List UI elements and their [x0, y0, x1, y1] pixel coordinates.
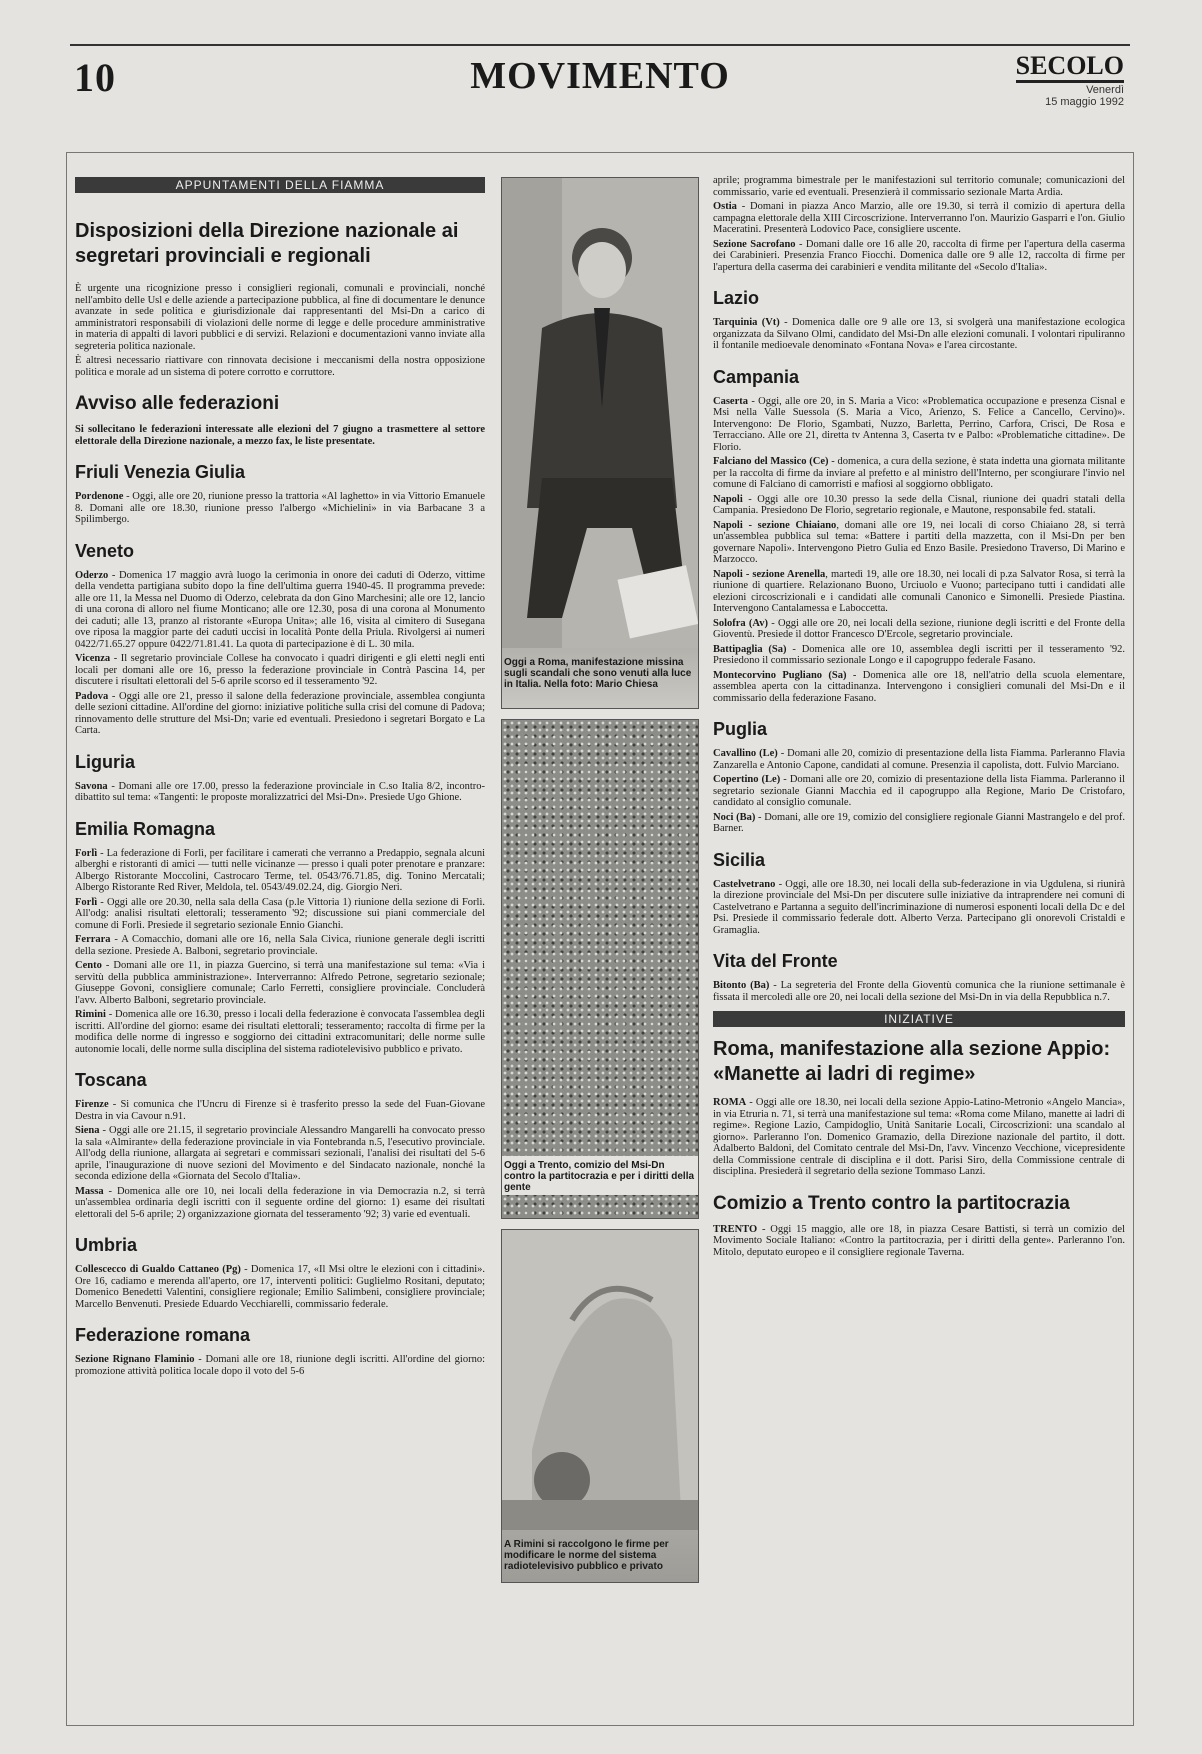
content-frame: [66, 152, 1134, 1726]
photo-crowd: [501, 719, 699, 1219]
paragraph-text: aprile; programma bimestrale per le manifestazioni sul territorio comunale; comunicazioni del commissario, varie ed eventuali. Presenzierà il commissario sezionale Marta Ardia.: [713, 175, 1125, 198]
article-paragraph: [713, 569, 1125, 615]
caption-photo-3: A Rimini si raccolgono le firme per modificare le norme del sistema radiotelevisivo pubblico e privato: [504, 1539, 669, 1572]
paragraph-text: - Domenica alle ore 16.30, presso i locali della federazione è convocata l'assemblea degli iscritti. All'ordine del giorno: esame dei risultati elettorali; tesseramento; raccolta di firme per la modifica delle norme di ingresso e soggiorno dei cittadini extracomunitari; delle norme sulle autonomie locali, delle norme sulla disciplina del sistema radiotelevisivo pubblico e privato.: [75, 1009, 485, 1055]
paragraph-text: - Domenica dalle ore 9 alle ore 13, si svolgerà una manifestazione ecologica organizzata da Silvano Olmi, candidato del Msi-Dn alle elezioni comunali. I volontari ripuliranno il fontanile medioevale denominato «Fontana Nova» e l'area circostante.: [713, 317, 1125, 351]
headline-trento: Comizio a Trento contro la partitocrazia: [713, 1192, 1070, 1214]
paragraph-lead: Massa: [75, 1185, 104, 1197]
paragraph-text: - Oggi alle ore 20.30, nella sala della Casa (p.le Vittoria 1) riunione della sezione di Forlì. All'odg: analisi risultati elettorali; tesseramento '92; discussione sui piani commerciale del comune di Forlì. Presiede il segretario sezionale Ennio Gianchi.: [75, 896, 485, 931]
article-paragraph: [713, 520, 1125, 566]
paragraph-text: - Oggi alle ore 21.15, il segretario provinciale Alessandro Mangarelli ha convocato presso la sala «Almirante» della federazione provinciale in via Fontebranda n.5, l'esecutivo provinciale. All'odg della riunione, allargata ai segretari e commissari sezionali, l'analisi dei risultati del 5-6 aprile, l'inaugurazione di nuove sezioni del Movimento e del Sindacato nazionale, nonché la seconda edizione della «Giornata del Secolo d'Italia».: [75, 1125, 485, 1182]
article-paragraph: [75, 960, 485, 1006]
article-paragraph: [75, 570, 485, 651]
article-paragraph: [713, 644, 1125, 667]
article-paragraph: [713, 879, 1125, 937]
article-paragraph: [713, 456, 1125, 491]
paragraph-lead: Forlì: [75, 847, 98, 859]
trento-article: [713, 1224, 1125, 1259]
paragraph-lead: Napoli - sezione Chiaiano: [713, 519, 837, 531]
paragraph-lead: TRENTO: [713, 1223, 758, 1235]
article-paragraph: [75, 781, 485, 804]
article-paragraph: [75, 1186, 485, 1221]
paragraph-lead: Ferrara: [75, 934, 111, 945]
article-paragraph: [713, 317, 1125, 352]
paragraph-text: - Oggi alle ore 20, nei locali della sezione, riunione degli iscritti e del Fronte della Gioventù. Presiede il dottor Francesco D'Ercole, segretario provinciale.: [713, 617, 1125, 640]
region-heading: Campania: [713, 366, 800, 387]
article-paragraph: [713, 980, 1125, 1003]
article-paragraph: [75, 491, 485, 526]
article-paragraph: [713, 1224, 1125, 1259]
paragraph-text: , martedì 19, alle ore 18.30, nei locali di p.za Salvator Rosa, si terrà la riunione di quartiere. Relazionano Buono, Urciuolo e Vuono; partecipano tutti i candidati alle elezioni circoscrizionali e i candidati alle comunali Canonico e Simonelli. Presiede Piastina. Intervengono Cantalamessa e Laboccetta.: [713, 568, 1125, 614]
headline-avviso: Avviso alle federazioni: [75, 393, 280, 414]
article-paragraph: [75, 1009, 485, 1055]
paragraph-lead: Noci (Ba): [713, 811, 756, 823]
photo-petition-table: [501, 1229, 699, 1583]
paragraph-lead: Padova: [75, 690, 109, 702]
article-paragraph: È urgente una ricognizione presso i consiglieri regionali, comunali e provinciali, nonché nell'ambito delle Usl e delle aziende a partecipazione pubblica, al fine di documentare le denunce avanzate in sede politica e giurisdizionale dai rappresentanti del Msi-Dn a carico di amministratori responsabili di violazioni delle norme di legge e delle procedure amministrative in materia di appalti di lavori pubblici e di servizi. Relazioni e documentazioni vanno inviate alla segreteria politica nazionale.: [75, 283, 485, 352]
paragraph-lead: Castelvetrano: [713, 878, 776, 890]
paragraph-lead: Firenze: [75, 1099, 109, 1110]
paragraph-text: - Domani alle ore 11, in piazza Guercino, si terrà una manifestazione sul tema: «Via i servitù della pubblica amministrazione». Interverranno: Alfredo Petrone, segretario sezionale; Giuseppe Govoni, consigliere comunale; Carlo Ferretti, consigliere provinciale. Concluderà l'avv. Alberto Balboni, segretario provinciale.: [75, 960, 485, 1006]
paragraph-lead: Solofra (Av): [713, 617, 768, 629]
paragraph-text: - Domenica 17, «Il Msi oltre le elezioni con i cittadini». Ore 16, cadiamo e merenda all'aperto, ore 17, interventi politici: Guglielmo Rositani, deputato; Domenico Benedetti Valentini, consigliere regionale; Emilio Salimbeni, consigliere provinciale; Marcello Benvenuti. Presiede Eduardo Vecchiarelli, commissario federale.: [75, 1264, 485, 1310]
article-paragraph: [713, 175, 1125, 198]
crowd-image: [502, 720, 698, 1156]
issue-date-text: 15 maggio 1992: [1045, 96, 1124, 108]
paragraph-text: - Oggi alle ore 10.30 presso la sede della Cisnal, riunione dei quadri statali della Campania. Presiedono De Florio, segretario regionale, e Mautone, responsabile fed. statali.: [713, 493, 1125, 516]
paragraph-text: - Domani in piazza Anco Marzio, alle ore 19.30, si terrà il comizio di apertura della campagna elettorale della XIII Circoscrizione. Interverranno l'on. Maurizio Gasparri e l'on. Giulio Maceratini. Presenterà Lodovico Pace, consigliere uscente.: [713, 201, 1125, 235]
paragraph-text: - Si comunica che l'Uncru di Firenze si è trasferito presso la sede del Fuan-Giovane Destra in via Cavour n.91.: [75, 1099, 485, 1122]
region-heading: Federazione romana: [75, 1325, 251, 1345]
region-heading: Emilia Romagna: [75, 818, 216, 839]
paragraph-text: - Domenica 17 maggio avrà luogo la cerimonia in onore dei caduti di Oderzo, vittime della vendetta partigiana subito dopo la fine dell'ultima guerra 1940-45. Il programma prevede: alle ore 11, la Messa nel Duomo di Oderzo, celebrata da don Gino Marchesini; alle ore 12, lancio di una corona di alloro nel fiume Monticano; alle ore 12.30, posa di una corona al Monumento dei caduti; alle 13, pranzo al ristorante «Europa Unita»; alle 16, visita al cimitero di Susegana ove riposa la maggior parte dei caduti uccisi in località Ponte della Priula. Rivolgersi ai numeri 0422/71.65.27 oppure 0422/71.81.41. La quota di partecipazione è di L. 30 mila.: [75, 569, 485, 650]
region-heading: Lazio: [713, 288, 760, 308]
article-paragraph: [75, 1264, 485, 1310]
article-paragraph: È altresì necessario riattivare con rinnovata decisione i meccanismi della nostra opposizione politica e morale ad un sistema di potere corrotto e corruttore.: [75, 355, 485, 378]
issue-weekday: Venerdì: [1086, 84, 1124, 96]
issue-date: [1045, 84, 1124, 108]
avviso-body: Si sollecitano le federazioni interessate alle elezioni del 7 giugno a trasmettere al settore elettorale della Direzione nazionale, a mezzo fax, le liste presentate.: [75, 424, 485, 447]
paragraph-lead: Sezione Rignano Flaminio: [75, 1354, 195, 1365]
article-paragraph: [713, 774, 1125, 809]
headline-disposizioni: Disposizioni della Direzione nazionale ai segretari provinciali e regionali: [75, 220, 459, 267]
region-heading: Puglia: [713, 719, 768, 739]
region-heading: Toscana: [75, 1070, 147, 1090]
page-number: 10: [74, 55, 116, 100]
paragraph-lead: Cento: [75, 960, 102, 971]
article-paragraph: [713, 670, 1125, 705]
article-paragraph: [713, 201, 1125, 236]
paragraph-text: - Oggi alle ore 18.30, nei locali della sezione Appio-Latino-Metronio «Angelo Mancia», in via Etruria n. 71, si terrà una manifestazione sul tema: «Roma come Milano, manette ai ladri di regime». Regione Lazio, Campidoglio, Unità Sanitarie Locali, Circoscrizioni: una scandalo al giorno». Parleranno l'on. Domenico Gramazio, della Direzione nazionale del partito, il dott. Adalberto Baldoni, del Comitato centrale del Msi-Dn, l'avv. Vincenzo Vecchione, vicepresidente della Commissione centrale di disciplina e il dott. Parisi Siro, della Commissione centrale di disciplina. Presiederà il segretario della sezione Tommaso Lanzi.: [713, 1097, 1125, 1177]
photo-mario-chiesa: [501, 177, 699, 709]
paragraph-text: - domenica, a cura della sezione, è stata indetta una giornata militante per la raccolta di firme da inviare al prefetto e al ministro dell'Interno, per scongiurare l'invio nel comune di Falciano di camorristi e mafiosi al soggiorno obbligato.: [713, 456, 1125, 490]
photo-column: [501, 177, 699, 1717]
paragraph-lead: Cavallino (Le): [713, 748, 778, 759]
paragraph-lead: Napoli: [713, 493, 743, 505]
paragraph-text: - Domenica alle ore 10, nei locali della federazione in via Democrazia n.2, si terrà un'assemblea ordinaria degli iscritti con il seguente ordine del giorno: 1) esame dei risultati elettorali del 5-6 aprile; 2) organizzazione giornata del tesseramento '92; 3) varie ed eventuali.: [75, 1185, 485, 1220]
paragraph-lead: ROMA: [713, 1097, 747, 1108]
paragraph-text: - Oggi, alle ore 18.30, nei locali della sub-federazione in via Ugdulena, si riunirà la direzione provinciale del Msi-Dn per discutere sulle iniziative da intraprendere nei comuni di Castelvetrano e Partanna a seguito dell'incriminazione di numerosi esponenti locali della Dc e del Psi. Presiede il commissario federale dott. Alberto Verza. Partecipano gli onorevoli Cristaldi e Gramaglia.: [713, 878, 1125, 936]
article-paragraph: [75, 897, 485, 932]
paragraph-lead: Montecorvino Pugliano (Sa): [713, 669, 847, 681]
paragraph-lead: Falciano del Massico (Ce): [713, 456, 829, 467]
paragraph-lead: Caserta: [713, 395, 748, 407]
region-heading: Vita del Fronte: [713, 951, 838, 971]
article-paragraph: [713, 396, 1125, 454]
region-list-right: [713, 287, 1125, 1003]
region-heading: Veneto: [75, 540, 135, 561]
article-paragraph: [75, 1354, 485, 1377]
paragraph-text: - Domani alle ore 18, riunione degli iscritti. All'ordine del giorno: promozione attività politica locale dopo il voto del 5-6: [75, 1354, 485, 1377]
paragraph-text: - Oggi alle ore 21, presso il salone della federazione provinciale, assemblea congiunta delle sezioni cittadine. All'ordine del giorno: iniziative politiche sulla crisi del comune di Padova; rinnovamento delle strutture del Msi-Dn; varie ed eventuali. Presiedono i segretari Borgato e La Carta.: [75, 690, 485, 736]
section-title: MOVIMENTO: [470, 55, 730, 97]
article-paragraph: [713, 618, 1125, 641]
article-paragraph: [75, 848, 485, 894]
article-paragraph: [713, 748, 1125, 771]
left-column: [75, 177, 485, 1717]
headline-roma: Roma, manifestazione alla sezione Appio: «Manette ai ladri di regime»: [713, 1038, 1111, 1085]
paragraph-text: - Domenica alle ore 18, nell'atrio della scuola elementare, assemblea aperta con la cittadinanza. Intervengono i consiglieri comunali del Msi-Dn e il commissario della federazione Fasano.: [713, 669, 1125, 704]
paragraph-lead: Rimini: [75, 1009, 106, 1020]
article-paragraph: [75, 1099, 485, 1122]
paragraph-lead: Ostia: [713, 201, 737, 212]
paragraph-lead: Forlì: [75, 896, 98, 908]
masthead: [70, 44, 1130, 106]
paragraph-text: - Domani alle ore 17.00, presso la federazione provinciale in C.so Italia 8/2, incontro-dibattito sul tema: «Tangenti: le proposte moralizzatrici del Msi-Dn». Presiede Ugo Ghione.: [75, 780, 485, 803]
paragraph-lead: Sezione Sacrofano: [713, 238, 796, 250]
article-paragraph: [713, 239, 1125, 274]
kicker-appuntamenti: APPUNTAMENTI DELLA FIAMMA: [75, 177, 485, 193]
region-list-left: [75, 461, 485, 1377]
paragraph-text: - Domani alle 20, comizio di presentazione della lista Fiamma. Parleranno Flavia Zanzarella e Antonio Capone, candidati al comune. Presenzia il capolista, dott. Fulvio Marciano.: [713, 748, 1125, 771]
region-heading: Umbria: [75, 1235, 138, 1255]
paragraph-text: - Oggi, alle ore 20, riunione presso la trattoria «Al laghetto» in via Vittorio Emanuele 8. Domani alle ore 18.30, riunione presso l'albergo «Michielini» in via Barbacane 3 a Spilimbergo.: [75, 491, 485, 525]
paragraph-lead: Bitonto (Ba): [713, 980, 770, 991]
paragraph-text: - La federazione di Forlì, per facilitare i camerati che verranno a Predappio, segnala alcuni alberghi e ristoranti di amici — tutti nelle vicinanze — presso i quali poter prenotare e pranzare: Albergo Ristorante Moccolini, Castrocaro Terme, tel. 0543/76.71.85, dig. Tonino Mercatali; Albergo Ristorante Red River, Meldola, tel. 0543/49.02.24, dig. Giorgio Neri.: [75, 847, 485, 893]
paragraph-lead: Oderzo: [75, 569, 109, 581]
region-heading: Liguria: [75, 751, 136, 772]
caption-photo-2: Oggi a Trento, comizio del Msi-Dn contro la partitocrazia e per i diritti della gente: [502, 1156, 698, 1195]
region-heading: Friuli Venezia Giulia: [75, 462, 246, 482]
paragraph-text: - Domani alle ore 20, comizio di presentazione della lista Fiamma. Parleranno il segretario sezionale Gianni Macchia ed il capogruppo alla Regione, Mario De Cristofaro, candidato al consiglio comunale.: [713, 774, 1125, 808]
article-paragraph: [75, 1125, 485, 1183]
paragraph-lead: Copertino (Le): [713, 774, 781, 785]
newspaper-name: SECOLO: [1016, 52, 1124, 83]
article-paragraph: [75, 691, 485, 737]
roma-article: [713, 1097, 1125, 1178]
paragraph-lead: Savona: [75, 780, 108, 792]
paragraph-text: - Il segretario provinciale Collese ha convocato i quadri dirigenti e gli eletti negli enti locali per domani alle ore 16, presso la federazione provinciale in Contrà Pascina 14, per discutere i risultati elettorali del 5-6 aprile scorso ed il tesseramento '92.: [75, 653, 485, 687]
petition-scene: [502, 1230, 698, 1530]
paragraph-text: - Domenica alle ore 10, assemblea degli iscritti per il tesseramento '92. Presiedono il commissario sezionale Longo e il capogruppo federale Fasano.: [713, 643, 1125, 666]
paragraph-lead: Pordenone: [75, 491, 124, 502]
portrait-figure: [502, 178, 698, 648]
paragraph-text: - La segreteria del Fronte della Gioventù comunica che la riunione settimanale è fissata il mercoledì alle ore 20, nei locali della sezione del Msi-Dn in via della Repubblica n.7.: [713, 980, 1125, 1003]
paragraph-lead: Napoli - sezione Arenella: [713, 568, 826, 580]
caption-photo-1: Oggi a Roma, manifestazione missina sugli scandali che sono venuti alla luce in Italia. Nella foto: Mario Chiesa: [504, 657, 692, 690]
paragraph-lead: Siena: [75, 1125, 100, 1136]
article-paragraph: [75, 653, 485, 688]
paragraph-text: - Oggi, alle ore 20, in S. Maria a Vico: «Problematica occupazione e presenza Cisnal e Msi nella Valle Suessola (S. Maria a Vico, Arienzo, S. Felice a Cancello, Cervino)». Intervengono: De Florio, Sgambati, Nuzzo, Barletta, Perrino, Carfora, Crisci, De Rosa e Terracciano. Alle ore 21, diretta tv Antenna 3, Caserta tv e Palbo: «Problematiche cittadine». De Florio.: [713, 395, 1125, 453]
paragraph-lead: Vicenza: [75, 653, 111, 664]
kicker-iniziative: INIZIATIVE: [713, 1011, 1125, 1027]
article-paragraph: [75, 934, 485, 957]
article-paragraph: [713, 812, 1125, 835]
article-paragraph: [713, 494, 1125, 517]
paragraph-lead: Battipaglia (Sa): [713, 643, 787, 655]
article-paragraph: [713, 1097, 1125, 1178]
paragraph-lead: Tarquinia (Vt): [713, 317, 780, 328]
paragraph-text: - Domani dalle ore 16 alle 20, raccolta di firme per l'apertura della caserma dei Carabinieri. Presenzia Franco Fiocchi. Domenica dalle ore 9 alle 12, raccolta di firme per l'apertura della caserma dei carabinieri e vendita militante del «Secolo d'Italia».: [713, 238, 1125, 273]
paragraph-lead: Collescecco di Gualdo Cattaneo (Pg): [75, 1264, 241, 1275]
right-column: [713, 175, 1125, 1720]
paragraph-text: - Domani, alle ore 19, comizio del consigliere regionale Gianni Mastrangelo e del prof. Barner.: [713, 811, 1125, 834]
region-heading: Sicilia: [713, 849, 766, 870]
paragraph-text: - Oggi 15 maggio, alle ore 18, in piazza Cesare Battisti, si terrà un comizio del Movimento Sociale Italiano: «Contro la partitocrazia, per i diritti della gente». Parleranno l'on. Mitolo, deputato europeo e il consigliere regionale Taverna.: [713, 1223, 1125, 1258]
paragraph-text: - A Comacchio, domani alle ore 16, nella Sala Civica, riunione generale degli iscritti della sezione. Presiede A. Balboni, segretario provinciale.: [75, 934, 485, 957]
paragraph-text: , domani alle ore 19, nei locali di corso Chiaiano 28, si terrà un'assemblea pubblica sul tema: «Battere i partiti della mazzetta, con il Msi-Dn per ben governare Napoli». Intervengono Pietro Gulia ed Enzo Basile. Presiedono Traverso, Di Marino e Marzocco.: [713, 519, 1125, 565]
intro-list-right: [713, 175, 1125, 273]
